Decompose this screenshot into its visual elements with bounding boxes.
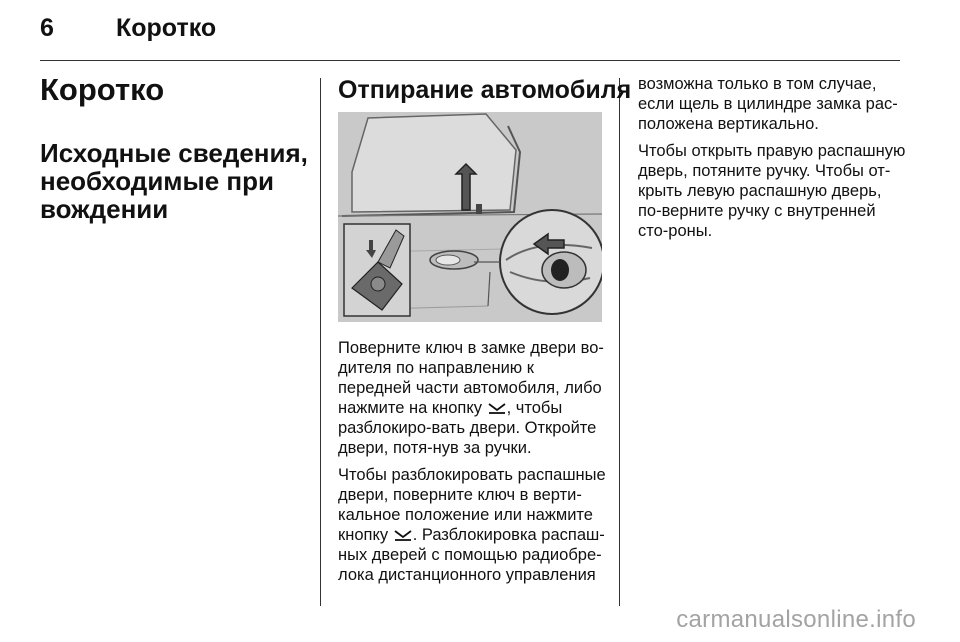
subsection-title: Исходные сведения, необходимые при вождении	[40, 138, 308, 224]
rear-door-paragraph-2: Чтобы открыть правую распашную дверь, потяните ручку. Чтобы от-крыть левую распашную дверь, по-верните ручку с внутренней сто-роны.	[638, 142, 906, 240]
section-title: Коротко	[40, 72, 165, 107]
column-divider-2	[619, 78, 620, 606]
door-unlock-illustration	[338, 112, 602, 322]
unlocking-heading: Отпирание автомобиля	[338, 76, 632, 104]
unlock-paragraph-1: Поверните ключ в замке двери во-дителя по направлению к передней части автомобиля, либо нажмите на кнопку , чтобы разблокиро-вать двери. Откройте двери, потя-нув за ручки.	[338, 339, 604, 457]
middle-column-text	[338, 338, 606, 592]
running-header-title: Коротко	[116, 14, 217, 42]
header-rule	[40, 60, 900, 61]
rear-door-paragraph-1: возможна только в том случае, если щель в цилиндре замка рас-положена вертикально.	[638, 75, 898, 133]
unlock-paragraph-2: Чтобы разблокировать распашные двери, поверните ключ в верти-кальное положение или нажмите кнопку . Разблокировка распаш-ных дверей с помощью радиобре-лока дистанционного управления	[338, 466, 606, 584]
watermark: carmanualsonline.info	[676, 606, 916, 633]
page-number: 6	[40, 14, 54, 42]
unlock-button-icon	[394, 529, 412, 541]
right-column-text	[638, 74, 908, 248]
unlock-button-icon	[488, 402, 506, 414]
column-divider-1	[320, 78, 321, 606]
